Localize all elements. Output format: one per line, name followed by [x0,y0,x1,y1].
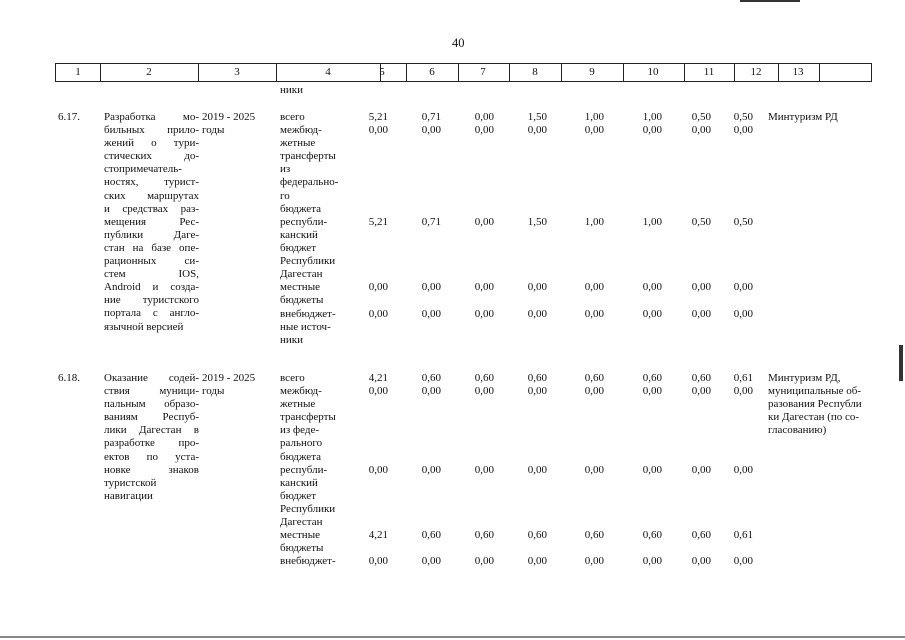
value-cell: 0,71 [421,111,441,123]
value-cell: 0,00 [527,124,547,137]
header-divider [734,64,735,81]
header-col-5: 5 [379,66,385,78]
header-col-12: 12 [750,66,762,78]
value-cell: 0,60 [691,372,711,384]
value-cell: 0,61 [733,529,753,542]
value-cell: 0,71 [421,215,441,228]
funding-source-line: рального [280,437,323,450]
value-cell: 0,00 [584,385,604,398]
value-cell: 0,60 [584,529,604,542]
value-cell: 0,00 [474,555,494,568]
value-cell: 0,00 [642,124,662,137]
funding-source-line: из феде- [280,424,319,437]
value-cell: 0,00 [584,281,604,294]
funding-source-line: межбюд- [280,385,322,398]
row-number: 6.17. [58,111,80,123]
funding-source [280,555,336,568]
header-divider [623,64,624,81]
activity-name-line: и средствах раз- [104,202,199,215]
funding-source [280,281,323,307]
value-cell: 1,00 [584,111,604,123]
activity-name-line: лики Дагестан в [104,424,199,437]
funding-source-line: бюджет [280,241,316,254]
scan-mark-top-right [740,0,800,2]
value-cell: 0,00 [368,463,388,476]
executor-line: Минтуризм РД, [768,372,841,384]
funding-source-line: из [280,163,291,176]
value-cell: 1,00 [584,215,604,228]
activity-name-line: Разработка мо- [104,111,199,123]
funding-source [280,464,335,529]
value-cell: 0,00 [368,307,388,320]
activity-name-line: мещения Рес- [104,215,199,228]
funding-source [280,372,305,385]
funding-source-line: всего [280,372,305,384]
value-cell: 0,60 [474,372,494,384]
value-cell: 0,00 [474,307,494,320]
header-col-1: 1 [75,66,81,78]
funding-source-line: жетные [280,398,316,411]
header-col-13: 13 [792,66,804,78]
activity-name-line: ние туристского [104,294,199,307]
scan-mark-right [899,345,903,381]
value-cell: 0,00 [421,124,441,137]
value-cell: 0,00 [584,124,604,137]
value-cell: 0,00 [642,555,662,568]
funding-source-line: бюджет [280,489,316,502]
activity-name-line: новке знаков [104,463,199,476]
value-cell: 0,00 [527,307,547,320]
activity-name-line: жений о тури- [104,137,199,150]
funding-source [280,385,336,464]
funding-source-line: бюджеты [280,294,324,307]
carry-over-text: ники [280,84,304,96]
header-divider [561,64,562,81]
value-cell: 0,00 [691,463,711,476]
header-col-7: 7 [480,66,486,78]
funding-source-line: местные [280,529,320,542]
funding-source-line: всего [280,111,305,123]
activity-name-line: стем IOS, [104,268,199,281]
value-cell: 0,00 [474,111,494,123]
activity-name-line: ствия муници- [104,385,199,398]
value-cell: 0,00 [691,307,711,320]
value-cell: 0,00 [733,307,753,320]
value-cell: 0,00 [368,385,388,398]
value-cell: 0,50 [691,111,711,123]
value-cell: 0,00 [691,385,711,398]
activity-name-line: пальным образо- [104,398,199,411]
value-cell: 0,50 [733,111,753,123]
value-cell: 0,00 [421,385,441,398]
scan-mark-bottom [0,636,905,638]
value-cell: 0,50 [733,215,753,228]
value-cell: 5,21 [368,215,388,228]
value-cell: 0,00 [527,463,547,476]
activity-name-line: стопримечатель- [104,163,182,176]
funding-source-line: Дагестан [280,516,323,529]
activity-name-line: разработке про- [104,437,199,450]
value-cell: 0,00 [527,385,547,398]
value-cell: 0,00 [368,281,388,294]
funding-source-line: местные [280,281,320,294]
value-cell: 0,00 [733,124,753,137]
value-cell: 4,21 [368,372,388,384]
value-cell: 0,00 [691,555,711,568]
value-cell: 0,60 [527,529,547,542]
activity-name-line: ских маршрутах [104,189,199,202]
funding-source-line: ники [280,333,304,346]
value-cell: 0,60 [421,372,441,384]
value-cell: 0,00 [368,555,388,568]
activity-name-line: стических до- [104,150,199,163]
funding-source-line: Республики [280,502,336,515]
header-col-11: 11 [703,66,715,78]
header-divider [276,64,277,81]
value-cell: 0,60 [584,372,604,384]
activity-name-line: навигации [104,489,153,502]
activity-name-line: язычной версией [104,320,184,333]
activity-name-line: публики Даге- [104,228,199,241]
value-cell: 0,00 [584,307,604,320]
activity-name-line: портала с англо- [104,307,199,320]
value-cell: 0,00 [474,124,494,137]
funding-source-line: внебюджет- [280,555,336,568]
executor-line: муниципальные об- [768,385,862,398]
activity-name-line: Android и созда- [104,281,199,294]
executor-line: разования Республи [768,398,862,411]
value-cell: 0,00 [584,555,604,568]
value-cell: 0,50 [691,215,711,228]
activity-name-line: ностях, турист- [104,176,199,189]
funding-source [280,111,305,124]
value-cell: 0,00 [421,307,441,320]
page-number: 40 [452,36,465,50]
executor-line: гласованию) [768,424,827,437]
funding-source [280,308,336,347]
funding-source [280,216,335,281]
period-line: 2019 - 2025 [202,372,256,384]
activity-name-line: Оказание содей- [104,372,199,384]
funding-source-line: Дагестан [280,268,323,281]
value-cell: 0,00 [527,555,547,568]
value-cell: 0,00 [527,281,547,294]
activity-name-line: ектов по уста- [104,450,199,463]
period-line: годы [202,124,225,137]
value-cell: 1,00 [642,111,662,123]
activity-name-line: туристской [104,476,157,489]
header-divider [406,64,407,81]
funding-source-line: трансферты [280,150,336,163]
activity-name [104,372,199,503]
header-divider [819,64,820,81]
value-cell: 0,00 [584,463,604,476]
activity-name-line: ваниям Респуб- [104,411,199,424]
header-row [55,63,872,82]
header-col-6: 6 [429,66,435,78]
funding-source-line: го [280,189,290,202]
value-cell: 1,50 [527,215,547,228]
funding-source [280,529,323,555]
header-divider [684,64,685,81]
value-cell: 0,00 [733,463,753,476]
funding-source-line: республи- [280,463,328,476]
value-cell: 0,00 [642,307,662,320]
header-col-3: 3 [234,66,240,78]
period-line: годы [202,385,225,398]
period [202,372,264,398]
value-cell: 0,00 [642,385,662,398]
executor-line: ки Дагестан (по со- [768,411,860,424]
funding-source [280,124,338,216]
activity-name-line: стан на базе опе- [104,241,199,254]
header-divider [198,64,199,81]
value-cell: 0,60 [474,529,494,542]
value-cell: 0,00 [691,281,711,294]
value-cell: 1,50 [527,111,547,123]
period-line: 2019 - 2025 [202,111,256,123]
header-divider [509,64,510,81]
value-cell: 0,00 [642,463,662,476]
funding-source-line: Республики [280,255,336,268]
funding-source-line: канский [280,228,318,241]
activity-name-line: рационных си- [104,255,199,268]
funding-source-line: бюджеты [280,542,324,555]
funding-source-line: внебюджет- [280,307,336,320]
value-cell: 0,00 [733,281,753,294]
value-cell: 0,61 [733,372,753,384]
value-cell: 0,00 [474,463,494,476]
value-cell: 0,00 [421,463,441,476]
value-cell: 4,21 [368,529,388,542]
value-cell: 0,00 [733,385,753,398]
value-cell: 0,60 [642,372,662,384]
value-cell: 0,00 [421,281,441,294]
funding-source-line: канский [280,476,318,489]
value-cell: 0,00 [642,281,662,294]
funding-source-line: жетные [280,137,316,150]
executor [768,111,838,124]
header-col-8: 8 [532,66,538,78]
value-cell: 0,00 [474,215,494,228]
value-cell: 5,21 [368,111,388,123]
funding-source-line: бюджета [280,450,322,463]
period [202,111,264,137]
activity-name-line: бильных прило- [104,124,199,137]
funding-source-line: республи- [280,215,328,228]
funding-source-line: федерально- [280,176,339,189]
funding-source-line: бюджета [280,202,322,215]
value-cell: 0,00 [474,281,494,294]
value-cell: 0,00 [368,124,388,137]
value-cell: 0,00 [733,555,753,568]
header-col-2: 2 [146,66,152,78]
value-cell: 0,00 [421,555,441,568]
value-cell: 1,00 [642,215,662,228]
activity-name [104,111,199,334]
value-cell: 0,60 [642,529,662,542]
header-col-9: 9 [589,66,595,78]
funding-source-line: ные источ- [280,320,331,333]
value-cell: 0,60 [527,372,547,384]
value-cell: 0,60 [421,529,441,542]
funding-source-line: трансферты [280,411,336,424]
row-number: 6.18. [58,372,80,384]
header-divider [100,64,101,81]
executor-line: Минтуризм РД [768,111,838,123]
header-col-4: 4 [325,66,331,78]
value-cell: 0,60 [691,529,711,542]
executor [768,372,862,437]
value-cell: 0,00 [474,385,494,398]
header-divider [458,64,459,81]
funding-source-line: межбюд- [280,124,322,137]
value-cell: 0,00 [691,124,711,137]
header-col-10: 10 [647,66,659,78]
